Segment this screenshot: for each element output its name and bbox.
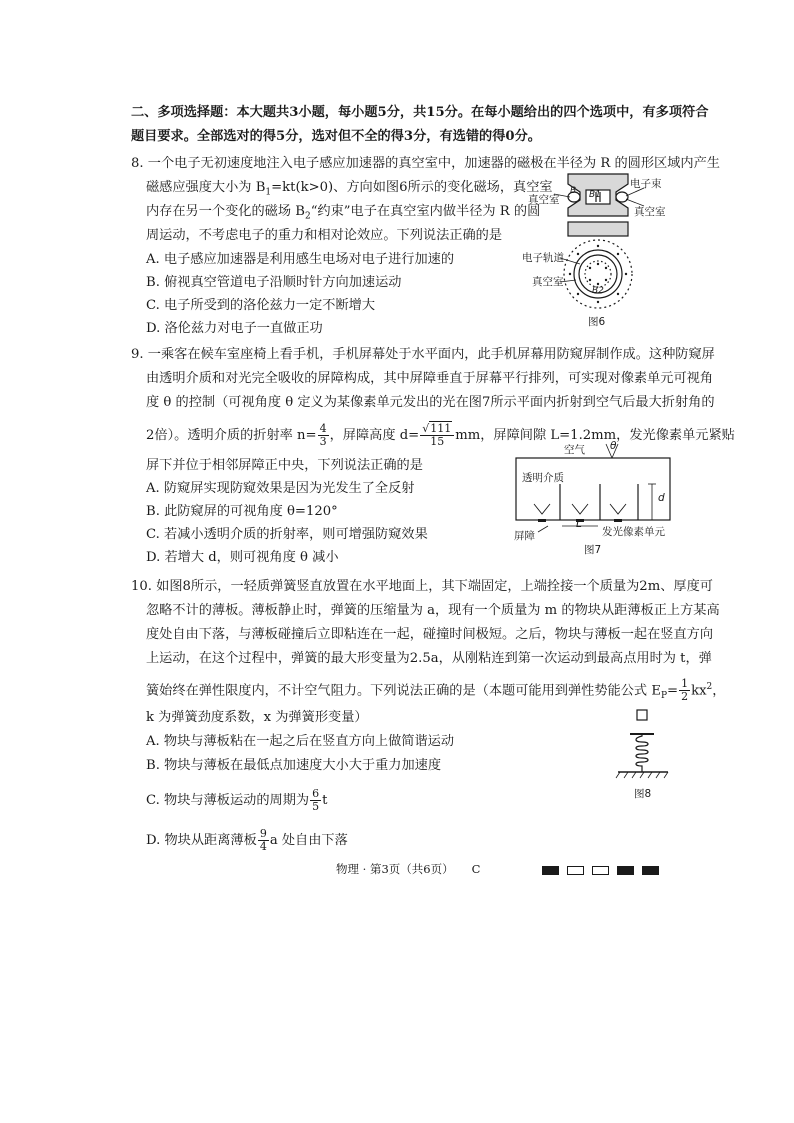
block-1 [542,866,559,875]
q10-option-b: B. 物块与薄板在最低点加速度大小大于重力加速度 [146,758,442,773]
fig6-label-vacuum-3: 真空室 [532,276,564,288]
q8-line-4: 周运动，不考虑电子的重力和相对论效应。下列说法正确的是 [146,228,503,243]
q10-option-a: A. 物块与薄板粘在一起之后在竖直方向上做简谐运动 [146,734,455,749]
q9-line-5: 屏下并位于相邻屏障正中央，下列说法正确的是 [146,458,423,473]
figure-8-drawing [612,706,672,786]
section-heading-2: 题目要求。全部选对的得5分，选对但不全的得3分，有选错的得0分。 [131,129,541,144]
q10-line-2: 忽略不计的薄板。薄板静止时，弹簧的压缩量为 a，现有一个质量为 m 的物块从距薄板正上方某高 [146,603,720,618]
figure-7 [512,440,682,558]
q8-option-d: D. 洛伦兹力对电子一直做正功 [146,321,323,336]
fig6-caption: 图6 [588,316,606,328]
fig6-label-orbit: 电子轨道 [522,252,564,264]
q8-option-a: A. 电子感应加速器是利用感生电场对电子进行加速的 [146,252,455,267]
figure-8 [612,706,672,798]
block-5 [642,866,659,875]
fig6-label-B: B [570,186,577,196]
q8-line-1: 8. 一个电子无初速度地注入电子感应加速器的真空室中，加速器的磁极在半径为 R 的圆形区域内产生 [131,156,720,171]
q8-option-c: C. 电子所受到的洛伦兹力一定不断增大 [146,298,376,313]
q10-line-4: 上运动，在这个过程中，弹簧的最大形变量为2.5a，从刚粘连到第一次运动到最高点用时为 t，弹 [146,651,712,666]
q9-line-2: 由透明介质和对光完全吸收的屏障构成，其中屏障垂直于屏幕平行排列，可实现对像素单元可视角 [146,371,714,386]
fig6-label-B2: B2 [592,286,604,296]
fig7-label-air: 空气 [564,444,585,456]
q10-line-3: 度处自由下落，与薄板碰撞后立即粘连在一起，碰撞时间极短。之后，物块与薄板一起在竖直方向 [146,627,714,642]
q9-line-4: 2倍）。透明介质的折射率 n= $\frac{4}{3}$ ，屏障高度 d= $\frac{√111}{15}$ mm，屏障间隙 L=1.2mm，发光像素单元紧贴 [146,422,735,448]
fig7-label-barrier: 屏障 [514,530,535,542]
fig6-label-electron-beam: 电子束 [630,178,662,190]
figure-6 [522,170,670,330]
q8-line-2: 磁感应强度大小为 $B_1=kt(k>0)$、方向如图6所示的变化磁场，真空室 [146,180,553,198]
answer-blocks [542,860,667,879]
block-4 [617,866,634,875]
section-heading: 二、多项选择题：本大题共3小题，每小题5分，共15分。在每小题给出的四个选项中，有多项符合 [131,105,709,120]
q10-line-5: 簧始终在弹性限度内，不计空气阻力。下列说法正确的是（本题可能用到弹性势能公式 $E_P=$ $\frac{1}{2}$ $kx^2$， [146,677,726,704]
block-2 [567,866,584,875]
q9-option-b: B. 此防窥屏的可视角度 θ=120° [146,504,338,519]
fig7-caption: 图7 [584,544,602,556]
fig7-label-theta: θ [610,440,617,452]
fig7-label-pixel: 发光像素单元 [602,526,665,538]
fig8-caption: 图8 [634,788,652,800]
q10-line-1: 10. 如图8所示，一轻质弹簧竖直放置在水平地面上，其下端固定，上端拴接一个质量为2m、厚度可 [131,579,713,594]
fig7-label-L: L [576,518,582,530]
fig6-label-vacuum-2: 真空室 [634,206,666,218]
q8-option-b: B. 俯视真空管道电子沿顺时针方向加速运动 [146,275,402,290]
q10-line-6: k 为弹簧劲度系数，x 为弹簧形变量） [146,710,368,725]
q9-option-d: D. 若增大 d，则可视角度 θ 减小 [146,550,339,565]
q10-option-c: C. 物块与薄板运动的周期为 $\frac{6}{5}$ t [146,787,328,813]
q8-line-3: 内存在另一个变化的磁场 $B_2“$约束”电子在真空室内做半径为 R 的圆 [146,204,541,222]
figure-7-drawing [512,440,682,558]
q9-option-a: A. 防窥屏实现防窥效果是因为光发生了全反射 [146,481,415,496]
q9-option-c: C. 若减小透明介质的折射率，则可增强防窥效果 [146,527,428,542]
block-3 [592,866,609,875]
fig7-label-d: d [658,492,665,504]
page-footer: 物理 · 第3页（共6页） C [336,862,481,876]
fig6-label-vacuum-1: 真空室 [528,194,560,206]
q9-line-1: 9. 一乘客在候车室座椅上看手机，手机屏幕处于水平面内，此手机屏幕用防窥屏制作成。这种防窥屏 [131,347,715,362]
fig6-label-B1: B1 [589,190,601,200]
fig7-label-medium: 透明介质 [522,472,564,484]
q9-line-3: 度 θ 的控制（可视角度 θ 定义为某像素单元发出的光在图7所示平面内折射到空气后最大折射角的 [146,395,715,410]
q10-option-d: D. 物块从距离薄板 $\frac{9}{4}$ a 处自由下落 [146,827,348,853]
